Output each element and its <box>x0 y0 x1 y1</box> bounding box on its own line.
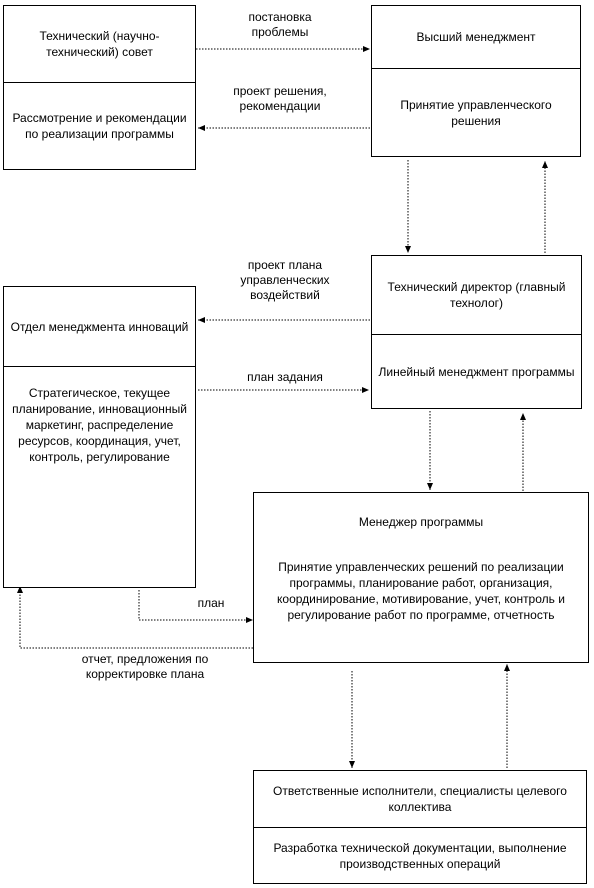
top-management-body: Принятие управленческого решения <box>400 97 552 128</box>
innovation-dept-box <box>3 286 196 588</box>
innovation-dept-body: Стратегическое, текущее планирование, инновационный маркетинг, распределение ресурсов, координация, учет, контроль, регулирование <box>12 386 187 464</box>
tech-director-box <box>371 255 582 409</box>
top-management-box <box>371 5 581 157</box>
program-manager-box <box>253 492 589 663</box>
program-manager-body: Принятие управленческих решений по реализации программы, планирование работ, организация, координирование, мотивирование, учет, контроль и регулирование работ по программе, отчетность <box>277 560 565 622</box>
tech-council-title: Технический (научно-технический) совет <box>39 29 160 59</box>
label-solution-project: проект решения, рекомендации <box>233 84 327 113</box>
program-manager-title: Менеджер программы <box>358 515 484 529</box>
executors-title: Ответственные исполнители, специалисты целевого коллектива <box>273 784 567 814</box>
top-management-title: Высший менеджмент <box>416 30 536 44</box>
tech-director-body: Линейный менеджмент программы <box>378 364 575 379</box>
tech-council-body: Рассмотрение и рекомендации по реализации программы <box>12 111 187 141</box>
label-plan: план <box>197 596 225 610</box>
label-control-plan-project: проект плана управленческих воздействий <box>240 258 330 302</box>
innovation-dept-title: Отдел менеджмента инноваций <box>10 319 189 334</box>
executors-box <box>253 770 587 884</box>
tech-director-title: Технический директор (главный технолог) <box>387 280 566 310</box>
label-problem-statement: постановка проблемы <box>248 10 312 39</box>
label-report: отчет, предложения по корректировке плана <box>81 652 209 681</box>
label-task-plan: план задания <box>247 370 323 384</box>
tech-council-box <box>3 5 196 170</box>
innovation-dept-divider <box>4 366 195 367</box>
executors-body: Разработка технической документации, выполнение производственных операций <box>273 840 567 871</box>
